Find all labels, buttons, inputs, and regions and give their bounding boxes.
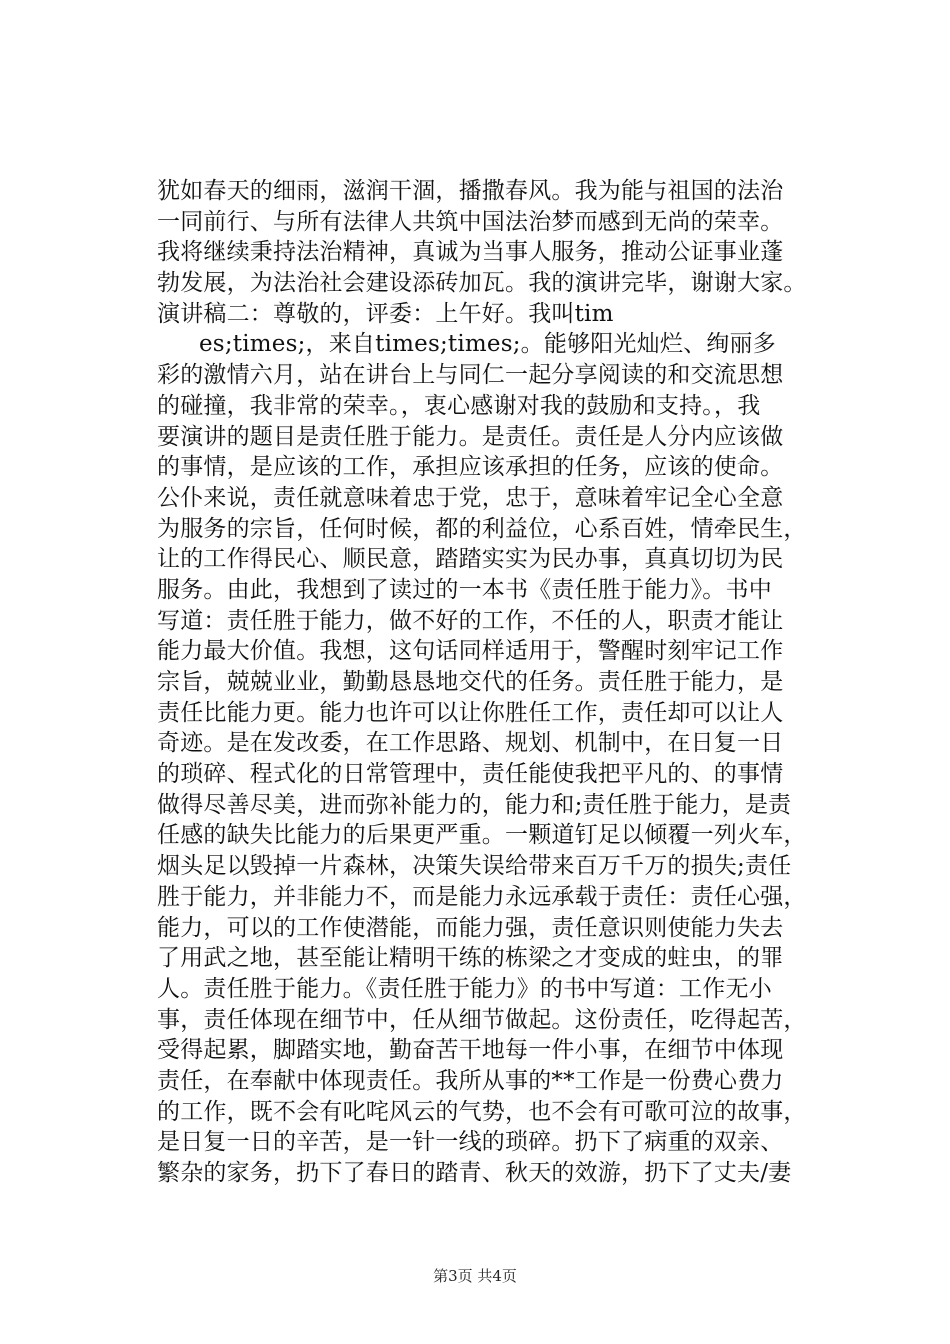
text-line: 公仆来说，责任就意味着忠于党，忠于，意味着牢记全心全意: [157, 484, 784, 511]
text-line: 了用武之地，甚至能让精明干练的栋梁之才变成的蛀虫，的罪: [157, 945, 784, 972]
text-line: 宗旨，兢兢业业，勤勤恳恳地交代的任务。责任胜于能力，是: [157, 669, 784, 695]
text-line: 犹如春天的细雨，滋润干涸，播撒春风。我为能与祖国的法治: [157, 178, 784, 204]
text-line: 胜于能力，并非能力不，而是能力永远承载于责任：责任心强，: [157, 883, 807, 910]
text-line: 的碰撞，我非常的荣幸。，衷心感谢对我的鼓励和支持。，我: [157, 392, 761, 419]
text-line: 一同前行、与所有法律人共筑中国法治梦而感到无尚的荣幸。: [157, 208, 784, 235]
text-line: 任感的缺失比能力的后果更严重。一颗道钉足以倾覆一列火车，: [157, 822, 807, 849]
text-line: 繁杂的家务，扔下了春日的踏青、秋天的效游，扔下了丈夫/妻: [157, 1160, 792, 1186]
text-line: 能力最大价值。我想，这句话同样适用于，警醒时刻牢记工作: [157, 638, 784, 665]
text-line: 做得尽善尽美，进而弥补能力的，能力和;责任胜于能力，是责: [157, 791, 792, 818]
text-line: 的工作，既不会有叱咤风云的气势，也不会有可歌可泣的故事，: [157, 1098, 807, 1125]
text-line: 的事情，是应该的工作，承担应该承担的任务，应该的使命。: [157, 454, 784, 481]
text-line: 奇迹。是在发改委，在工作思路、规划、机制中，在日复一日: [157, 730, 784, 757]
page-number: 第3页 共4页: [433, 1267, 517, 1285]
text-line: 的琐碎、程式化的日常管理中，责任能使我把平凡的、的事情: [157, 761, 784, 788]
text-line: 为服务的宗旨，任何时候，都的利益位，心系百姓，情牵民生，: [157, 515, 807, 542]
text-line: 要演讲的题目是责任胜于能力。是责任。责任是人分内应该做: [157, 423, 784, 450]
text-line: 烟头足以毁掉一片森林，决策失误给带来百万千万的损失;责任: [157, 853, 792, 880]
text-line: 责任比能力更。能力也许可以让你胜任工作，责任却可以让人: [157, 699, 784, 726]
text-line: 勃发展，为法治社会建设添砖加瓦。我的演讲完毕，谢谢大家。: [157, 270, 807, 297]
document-body: [157, 176, 857, 1189]
text-line: 让的工作得民心、顺民意，踏踏实实为民办事，真真切切为民: [157, 546, 784, 573]
text-line: 演讲稿二：尊敬的，评委：上午好。我叫tim: [157, 300, 614, 327]
text-line: 事，责任体现在细节中，任从细节做起。这份责任，吃得起苦，: [157, 1006, 807, 1033]
text-line: 是日复一日的辛苦，是一针一线的琐碎。扔下了病重的双亲、: [157, 1129, 784, 1156]
text-line: 受得起累，脚踏实地，勤奋苦干地每一件小事，在细节中体现: [157, 1037, 784, 1064]
text-line: 我将继续秉持法治精神，真诚为当事人服务，推动公证事业蓬: [157, 239, 784, 266]
text-line: 服务。由此，我想到了读过的一本书《责任胜于能力》。书中: [157, 576, 772, 603]
text-line: 人。责任胜于能力。《责任胜于能力》的书中写道：工作无小: [157, 975, 772, 1002]
text-line: 彩的激情六月，站在讲台上与同仁一起分享阅读的和交流思想: [157, 362, 784, 389]
text-line: 写道：责任胜于能力，做不好的工作，不任的人，职责才能让: [157, 607, 784, 634]
text-line: es;times;，来自times;times;。能够阳光灿烂、绚丽多: [199, 331, 776, 358]
text-line: 责任，在奉献中体现责任。我所从事的**工作是一份费心费力: [157, 1067, 784, 1094]
text-line: 能力，可以的工作使潜能，而能力强，责任意识则使能力失去: [157, 914, 784, 941]
